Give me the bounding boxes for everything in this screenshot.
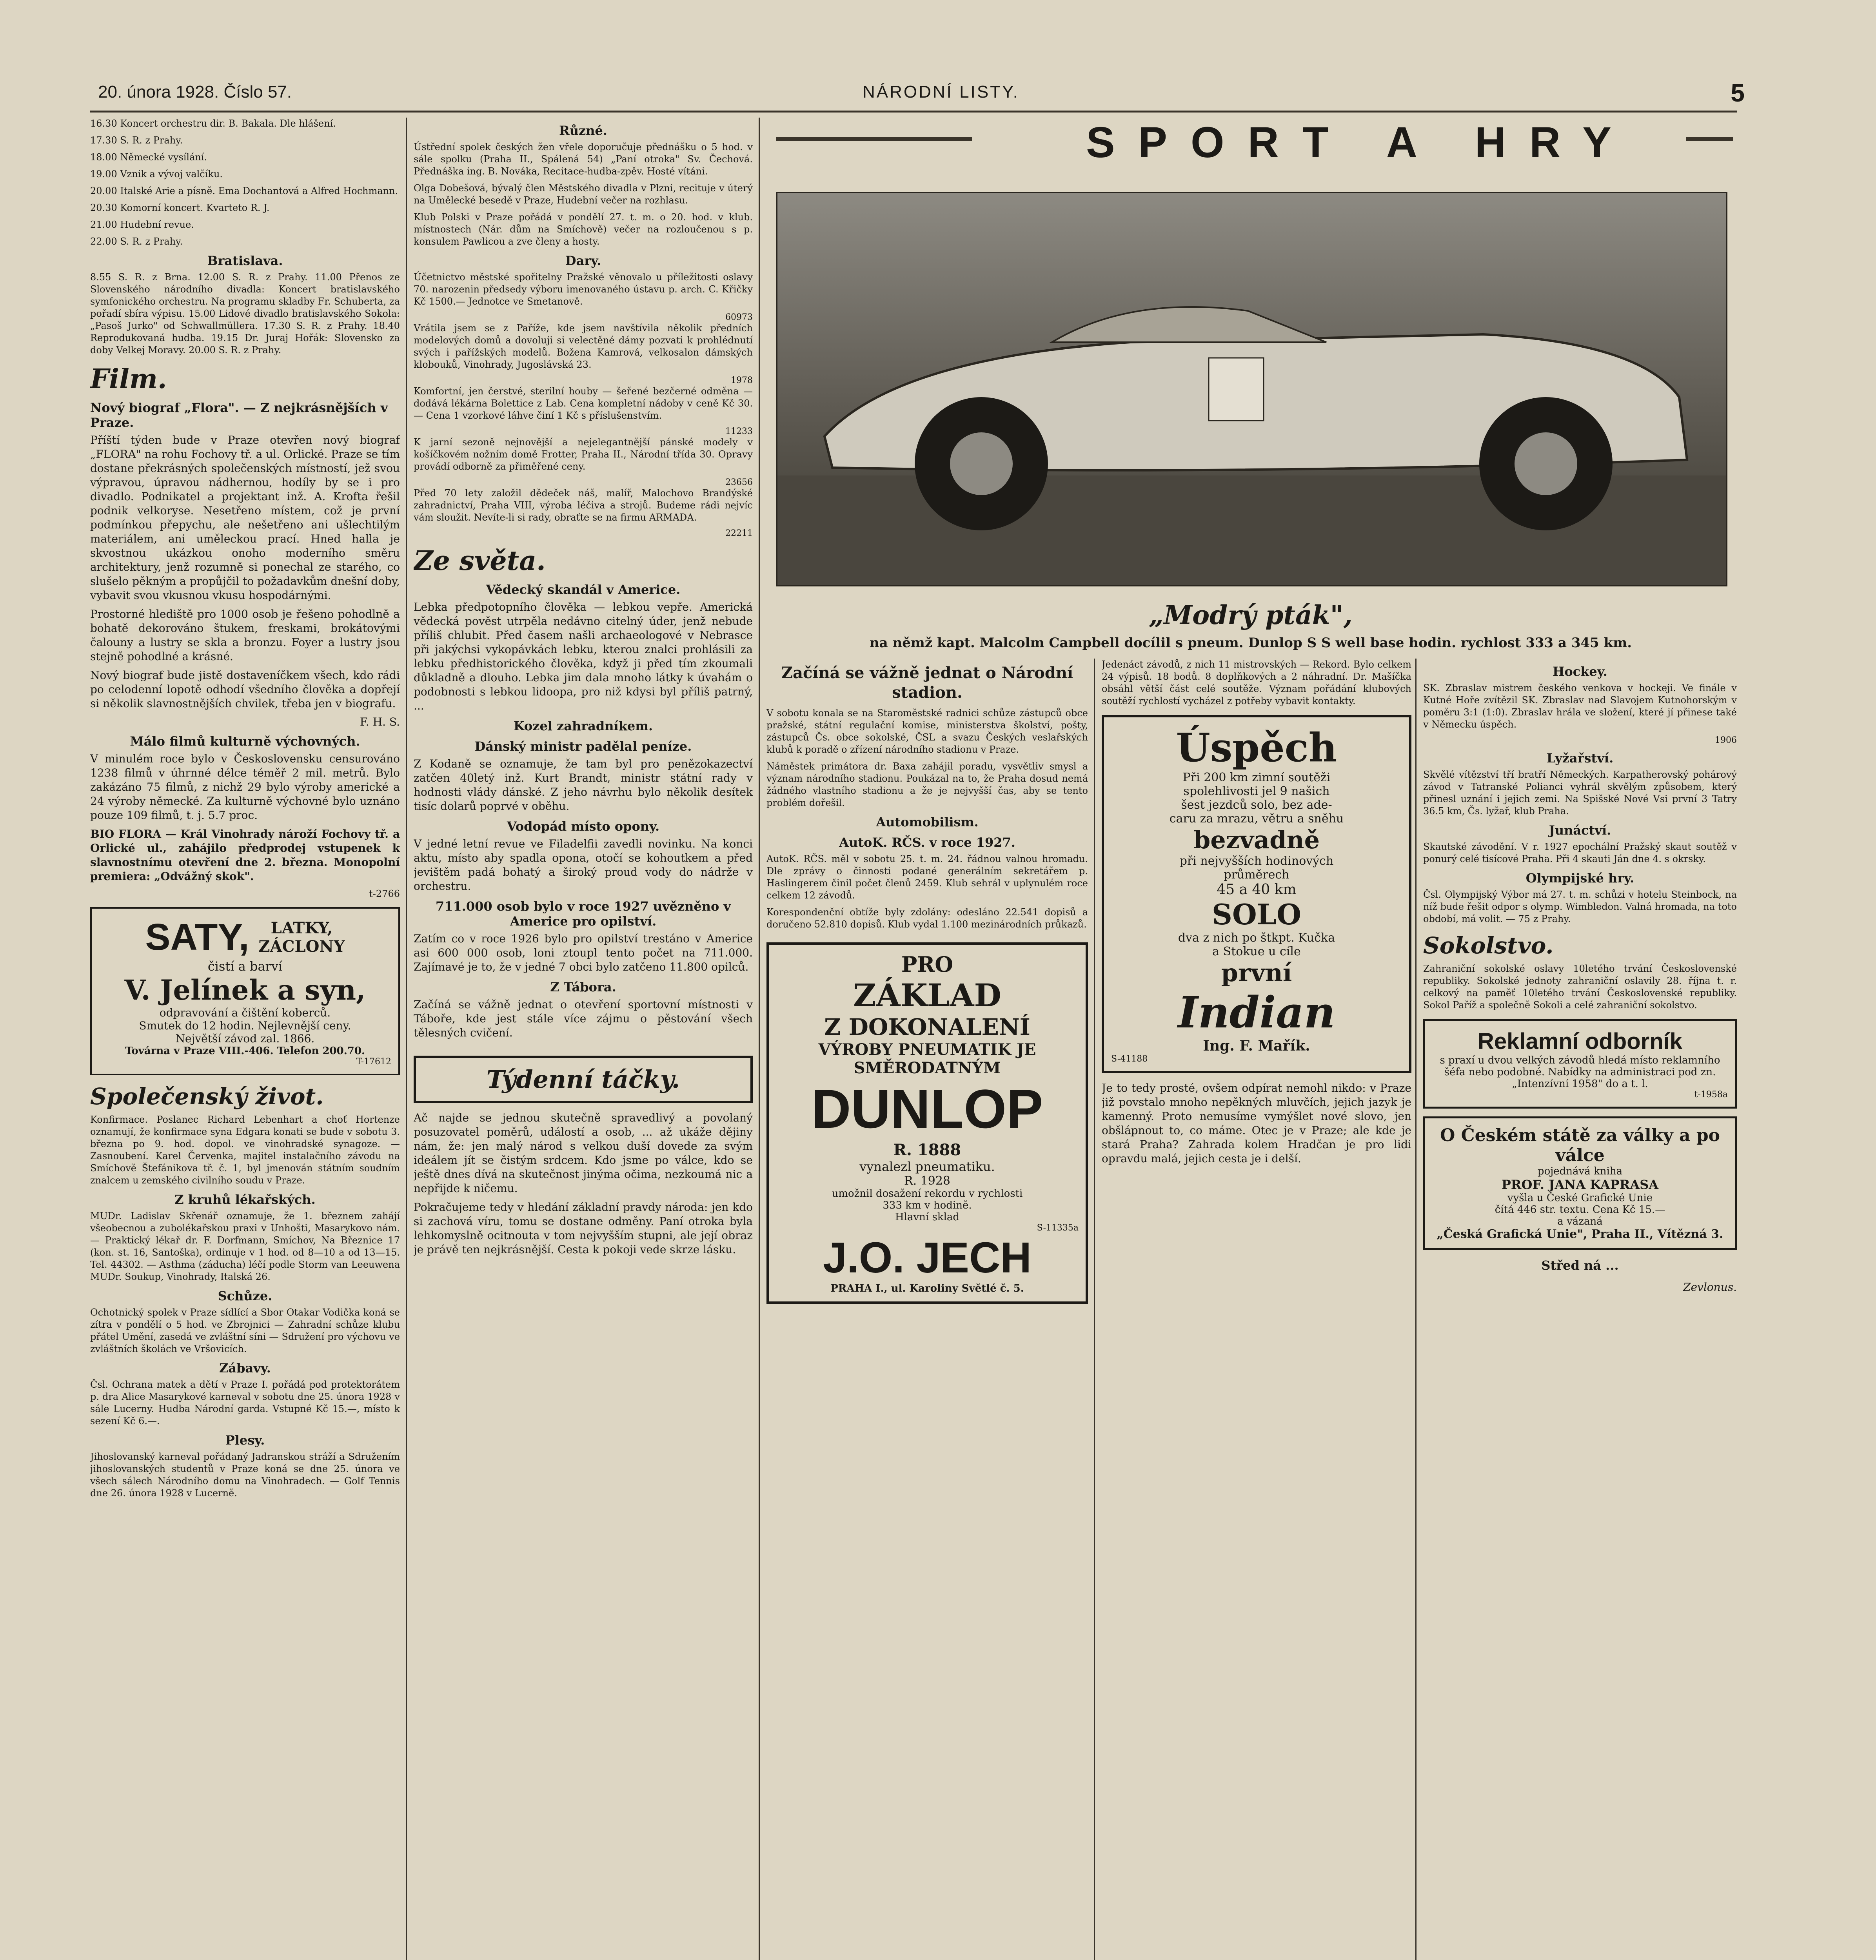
column-divider — [406, 118, 407, 1960]
radio-line: 22.00 S. R. z Prahy. — [90, 236, 183, 247]
header-rule — [90, 111, 1737, 113]
world-text: V jedné letní revue ve Filadelfii zavedli novinku. Na konci aktu, místo aby spadla opona, otočí se kohoutkem a před jevištěm padá bohatý a široký proud vody do nádrže v orchestru. — [414, 837, 753, 893]
ceske-line: pojednává kniha — [1537, 1165, 1623, 1177]
sokol-text: Zahraniční sokolské oslavy 10letého trvání Československé republiky. Sokolské jednoty zahraniční oslavily 28. října t. r. celkový na paměť 10letého trvání Československé republiky. Sokol Paříž a společně Sokoli a celé zahraniční sokolstvo. — [1423, 963, 1737, 1011]
ceske-line: a vázaná — [1557, 1216, 1603, 1227]
indian-ad-line: dva z nich po štkpt. Kučka — [1178, 931, 1335, 945]
ad-code: t-2766 — [369, 888, 400, 899]
film-text: Příští týden bude v Praze otevřen nový biograf „FLORA" na rohu Fochovy tř. a ul. Orlické. Praze se tím dostane překrásných společenských místností, jež svou výpravou, úpravou nádhernou, hodíly by se i pro divadlo. Podnikatel a projektant inž. A. Krofta řešil podnik velkoryse. Nesetřeno místem, což je první podmínkou přepychu, ale nešetřeno ani ušlechtilým materiálem, ani uměleckou prací. Hned halla je skvostnou ukázkou onoho moderního směru architektury, jenž rozumně si ponechal ze starého, co slušelo pěkným a propůjčil to požadavkům dnešní doby, vybavit svou vkusnou vkusu hospodárnými. — [90, 434, 400, 602]
ruzne-text: Klub Polski v Praze pořádá v pondělí 27. t. m. o 20. hod. v klub. místnostech (Nár. dům na Smíchově) večer na rozloučenou s p. konsulem Pawlicou a zve členy a hosty. — [414, 212, 753, 247]
radio-line: 17.30 S. R. z Prahy. — [90, 135, 183, 146]
world-heading: 711.000 osob bylo v roce 1927 uvězněno v Americe pro opilství. — [435, 899, 731, 929]
world-heading: Dánský ministr padělal peníze. — [474, 739, 692, 754]
world-heading: Vodopád místo opony. — [507, 819, 660, 834]
film-signature: F. H. S. — [360, 715, 400, 728]
stred-heading: Střed ná ... — [1541, 1258, 1619, 1273]
dunlop-seller: J.O. JECH — [823, 1234, 1032, 1282]
article-text: Pokračujeme tedy v hledání základní pravdy národa: jen kdo si zachová víru, tomu se dostane odměny. Paní otroka byla lehkomyslně ocitnouta v tom nejvyšším stupni, ale její obraz je právě ten nejkrásnější. Cesta k pokoji vede skrze lásku. — [414, 1201, 753, 1256]
film-text: V minulém roce bylo v Československu censurováno 1238 filmů v úhrnné délce téměř 2 mil. metrů. Bylo zakázáno 75 filmů, z nichž 29 bylo výroby americké a 24 výroby německé. Za kulturně výchovné bylo uznáno pouze 109 filmů, t. j. 5.7 proc. — [90, 752, 400, 822]
film-text: Prostorné hlediště pro 1000 osob je řešeno pohodlně a bohatě dekorováno štukem, freskami, brokátovými čalouny a lustry se skla a bronzu. Foyer a lustry jsou stejně pohodlné a krásné. — [90, 608, 400, 663]
auto-text: AutoK. RČS. měl v sobotu 25. t. m. 24. řádnou valnou hromadu. Dle zprávy o činnosti podané generálním sekretářem p. Haslingerem činil počet členů 2459. Klub sehrál v uplynulém roce celkem 12 závodů. — [766, 853, 1088, 901]
schuze-text: Ochotnický spolek v Praze sídlící a Sbor Otakar Vodička koná se zítra v pondělí o 5 hod. ve Zbrojnici — Zahradní schůze klubu přátel Umění, zasedá ve zvláštní síni — Sdružení pro výchovu ve zvláštních školách ve Vršovicích. — [90, 1307, 400, 1354]
column-divider — [759, 118, 760, 1960]
sport-column-b — [1102, 659, 1411, 1960]
film-heading: Nový biograf „Flora". — Z nejkrásnějších v Praze. — [90, 400, 388, 430]
auto-heading: Automobilism. — [876, 815, 979, 829]
hockey-heading: Hockey. — [1553, 664, 1607, 679]
column-divider — [1094, 659, 1095, 1960]
indian-ad-speed: 45 a 40 km — [1217, 882, 1297, 898]
article-signature: Zevlonus. — [1683, 1281, 1737, 1294]
film-small-heading: Málo filmů kulturně výchovných. — [130, 734, 360, 749]
indian-ad-line: šest jezdců solo, bez ade- — [1181, 798, 1332, 812]
dunlop-brand: DUNLOP — [811, 1078, 1043, 1140]
saty-ad — [90, 907, 400, 1075]
sport-column-a — [766, 659, 1088, 1960]
saty-ad-line: Smutek do 12 hodin. Nejlevnější ceny. — [139, 1019, 351, 1032]
column-1 — [90, 118, 400, 1960]
indian-seller: Ing. F. Mařík. — [1203, 1038, 1310, 1054]
doctors-heading: Z kruhů lékařských. — [174, 1192, 316, 1207]
photo-caption-title: „Modrý pták", — [1149, 600, 1353, 630]
saty-ad-big: SATY, — [145, 916, 249, 958]
zabavy-text: Čsl. Ochrana matek a dětí v Praze I. pořádá pod protektorátem p. dra Alice Masarykové karneval v sobotu dne 25. února 1928 v sále Lucerny. Hudba Národní garda. Vstupné Kč 15.—, místo k sezení Kč 6.—. — [90, 1379, 400, 1426]
dary-text: Účetnictvo městské spořitelny Pražské věnovalo u příležitosti oslavy 70. narozenin předsedy výboru imenovaného ústavu p. arch. C. Křičky Kč 1500.— Jednotce ve Smetanově. — [414, 272, 753, 307]
world-text: Z Kodaně se oznamuje, že tam byl pro penězokazectví zatčen 40letý inž. Kurt Brandt, ministr státní rady v hodnosti vlády dánské. Z jeho návrhu bylo několik desítek tisíc dolarů poprvé v oběhu. — [414, 757, 753, 813]
indian-ad-line: průměrech — [1224, 868, 1289, 882]
ceske-line: čítá 446 str. textu. Cena Kč 15.— — [1495, 1204, 1665, 1216]
world-text: Začíná se vážně jednat o otevření sportovní místnosti v Táboře, kde jest stále více zájmu o pěstování všech tělesných cvičení. — [414, 998, 753, 1039]
auto-subheading: AutoK. RČS. v roce 1927. — [839, 835, 1015, 850]
indian-ad-line: spolehlivosti jel 9 našich — [1183, 784, 1330, 798]
auto-text: Korespondenční obtíže byly zdolány: odesláno 22.541 dopisů a doručeno 52.810 dopisů. Klub vydal 1.100 mezinárodních průkazů. — [766, 907, 1088, 930]
world-text: Lebka předpotopního člověka — lebkou vepře. Americká vědecká pověst utrpěla nedávno citelný úder, jenž nebude příliš chlubit. Před časem našli archaeologové v Nebrasce při jakýchsi vykopávkách lebku, kterou znalci prohlásili za lebku předhistorického člověka, když ji před tím zkoumali důkladně a dlouho. Lebka jim dala mnoho látky k úvahám o podobnosti s lebkou lidoopa, pro niž kdysi byl příliš patrný, ... — [414, 601, 753, 712]
tacky-title: Týdenní táčky. — [486, 1065, 680, 1094]
world-section-title: Ze světa. — [414, 545, 546, 577]
indian-ad-line: caru za mrazu, větru a sněhu — [1169, 812, 1344, 826]
junior-text: Skautské závodění. V r. 1927 epochální Pražský skaut soutěž v ponurý celé tisícové Praha. Při 4 skauti Ján dne 4. s okrsky. — [1423, 841, 1737, 864]
saty-ad-line: Továrna v Praze VIII.-406. Telefon 200.70. — [125, 1045, 365, 1057]
race-car-illustration — [777, 193, 1726, 585]
dunlop-ad-line: umožnil dosažení rekordu v rychlosti — [832, 1188, 1023, 1200]
doctors-text: MUDr. Ladislav Skřenář oznamuje, že 1. březnem zahájí všeobecnou a zubolékařskou praxi v Unhošti, Masarykovo nám. — Praktický lékař dr. F. Dorfmann, Smíchov, Na Březnice 17 (kon. st. 16, Santoška), ordinuje v 1 hod. od 8—10 a od 13—15. Tel. 44302. — Asthma (záducha) léčí podle Storm van Leeuwena MUDr. Soukup, Vinohrady, Italská 26. — [90, 1210, 400, 1282]
saty-ad-name: V. Jelínek a syn, — [124, 974, 366, 1006]
indian-ad-line: Při 200 km zimní soutěži — [1182, 771, 1331, 784]
issue-date: 20. února 1928. Číslo 57. — [98, 82, 292, 102]
indian-ad-big: bezvadně — [1193, 826, 1320, 854]
ad-code: S-11335a — [1037, 1223, 1079, 1233]
indian-ad — [1102, 715, 1411, 1073]
ad-code: 60973 — [725, 312, 753, 322]
ski-heading: Lyžařství. — [1546, 751, 1614, 766]
ad-code: 1978 — [731, 376, 753, 385]
bio-flora-ad: BIO FLORA — Král Vinohrady nároží Fochovy tř. a Orlické ul., zahájilo předprodej vstupenek k slavnostnímu otevření dne 2. března. Monopolní premiera: „Odvážný skok". — [90, 828, 400, 883]
radio-line: 18.00 Německé vysílání. — [90, 152, 207, 163]
schuze-heading: Schůze. — [218, 1289, 272, 1303]
saty-ad-line: Největší závod zal. 1866. — [175, 1032, 315, 1045]
film-section-title: Film. — [90, 363, 167, 395]
radio-line: 21.00 Hudební revue. — [90, 219, 194, 230]
ad-code: 11233 — [725, 426, 753, 436]
reklamni-text: s praxí u dvou velkých závodů hledá místo reklamního šéfa nebo podobné. Nabídky na administraci pod zn. „Intenzívní 1958" do a t. l. — [1440, 1054, 1720, 1090]
dary-heading: Dary. — [565, 253, 601, 268]
indian-ad-line: při nejvyšších hodinových — [1179, 854, 1334, 868]
ad-code: 22211 — [725, 528, 753, 538]
dunlop-ad-line: ZÁKLAD — [853, 977, 1001, 1014]
social-section-title: Společenský život. — [90, 1083, 324, 1110]
indian-ad-line: a Stokue u cíle — [1212, 945, 1301, 958]
indian-brand: Indian — [1178, 987, 1335, 1038]
dunlop-address: PRAHA I., ul. Karoliny Světlé č. 5. — [830, 1283, 1024, 1294]
saty-ad-line: čistí a barví — [207, 959, 283, 974]
ad-code: 23656 — [725, 477, 753, 487]
world-heading: Z Tábora. — [550, 980, 616, 995]
indian-ad-solo: SOLO — [1211, 898, 1302, 931]
reklamni-ad — [1423, 1019, 1737, 1109]
saty-ad-line: odpravování a čištění koberců. — [159, 1006, 331, 1019]
world-heading: Kozel zahradníkem. — [513, 719, 653, 733]
indian-ad-prvni: první — [1221, 958, 1292, 987]
article-text: Je to tedy prosté, ovšem odpírat nemohl nikdo: v Praze již povstalo mnoho nepěkných mluvčích, jejich jazyk je kamenný. Proto nemusíme vymýšlet nové slovo, jen obšlápnout to, co máme. Otec je v Praze; ale kde je stará Praha? Zahrada kolem Hradčan je pro lidi opravdu malá, jejich cesta je i delší. — [1102, 1082, 1411, 1165]
ad-code: t-1958a — [1694, 1090, 1728, 1100]
dunlop-ad-line: R. 1928 — [904, 1174, 950, 1188]
tacky-box — [414, 1056, 753, 1103]
race-car-photo — [776, 192, 1727, 586]
sport-column-c — [1423, 659, 1737, 1960]
world-text: Zatím co v roce 1926 bylo pro opilství trestáno v Americe asi 600 000 osob, loni ztoupl tento počet na 711.000. Zajímavé je to, že v jedné 7 obci bylo zatčeno 11.800 opilců. — [414, 932, 753, 973]
ad-code: S-41188 — [1111, 1054, 1148, 1064]
olymp-heading: Olympijské hry. — [1525, 871, 1634, 886]
hockey-text: SK. Zbraslav mistrem českého venkova v hockeji. Ve finále v Kutné Hoře zvítězil SK. Zbraslav nad Slavojem Kutnohorským v poměru 3:1 (1:0). Zbraslav hrála ve složení, které jí přinese také v Německu úspěch. — [1423, 682, 1737, 730]
page-header — [98, 78, 1745, 106]
dunlop-ad-line: R. 1888 — [893, 1141, 961, 1159]
tacky-text: Ač najde se jednou skutečně spravedlivý a povolaný posuzovatel poměrů, událostí a osob, ... až ukáže dějiny nám, že: jen malý národ s velkou duší dovede za svým ideálem jít se čistým srdcem. Kdo jsme po válce, kdo se ještě dnes dívá na skutečnost jinýma očima, nezkoumá nic a nepřijde k ničemu. — [414, 1111, 753, 1195]
classified-ad: K jarní sezoně nejnovější a nejelegantnější pánské modely v košíčkovém nožním domě Frotter, Praha II., Národní třída 30. Opravy provádí odborně za přiměřené ceny. — [414, 437, 753, 472]
bratislava-heading: Bratislava. — [207, 253, 283, 268]
column-divider — [1415, 659, 1417, 1960]
zabavy-heading: Zábavy. — [219, 1361, 271, 1376]
radio-line: 20.30 Komorní koncert. Kvarteto R. J. — [90, 202, 270, 213]
sokol-section-title: Sokolstvo. — [1423, 932, 1554, 959]
paper-name: NÁRODNÍ LISTY. — [863, 82, 1019, 102]
world-heading: Vědecký skandál v Americe. — [486, 582, 681, 597]
title-rule — [776, 137, 972, 141]
dunlop-ad-line: Z DOKONALENÍ — [824, 1014, 1030, 1040]
ski-text: Skvělé vítězství tří bratří Německých. Karpatherovský pohárový závod v Tatranské Polianci vyhrál skvělým způsobem, který přinesl uznání i jejich zemi. Na Spišské Nové Vsi první 3 Tatry 36.5 km, Čs. lyžař, klub Praha. — [1423, 769, 1737, 817]
column-2 — [414, 118, 753, 1960]
social-text: Konfirmace. Poslanec Richard Lebenhart a choť Hortenze oznamují, že konfirmace syna Edgara konati se bude v sobotu 3. března po 9. hod. dopol. ve vinohradské synagoze. — Zasnoubení. Karel Červenka, majitel instalačního závodu na Smíchově Štefánikova tř. č. 1, byl jmenován státním soudním znalcem u zemského civilního soudu v Praze. — [90, 1114, 400, 1186]
ceske-publisher: „Česká Grafická Unie", Praha II., Vítězná 3. — [1437, 1227, 1723, 1241]
stadion-text: V sobotu konala se na Staroměstské radnici schůze zástupců obce pražské, státní regulační komise, ministerstva školství, pošty, zástupců Čs. obce sokolské, ČSL a svazu Českých veslařských klubů k poradě o zřízení národního stadionu v Praze. — [766, 708, 1088, 755]
dunlop-ad-line: 333 km v hodině. — [883, 1200, 972, 1211]
dunlop-ad-line: PRO — [901, 952, 953, 977]
saty-ad-right-bottom: ZÁCLONY — [258, 937, 345, 956]
radio-line: 16.30 Koncert orchestru dir. B. Bakala. Dle hlášení. — [90, 118, 336, 129]
saty-ad-right-top: LATKY, — [271, 919, 333, 937]
sport-section-title: SPORT A HRY — [1086, 118, 1635, 167]
classified-ad: Před 70 lety založil dědeček náš, malíř, Malochovo Brandýské zahradnictví, Praha VIII, výroba léčiva a strojů. Budeme rádi nejvíc vám sloužit. Nevíte-li si rady, obraťte se na firmu ARMADA. — [414, 488, 753, 523]
dunlop-ad — [766, 942, 1088, 1304]
dunlop-ad-line: VÝROBY PNEUMATIK JE — [818, 1040, 1036, 1059]
junior-heading: Junáctví. — [1549, 823, 1611, 838]
sport-text: Jedenáct závodů, z nich 11 mistrovských — Rekord. Bylo celkem 24 výpisů. 18 bodů. 8 doplňkových a 2 náhradní. Dr. Mašíčka obsáhl větší část celé soutěže. Význam pořádání klubových soutěží rychlostí vycházel z potřeby vybavit kontakty. — [1102, 659, 1411, 706]
ad-code: 1906 — [1715, 735, 1737, 745]
dunlop-ad-line: SMĚRODATNÝM — [854, 1059, 1001, 1077]
ceske-statni-ad — [1423, 1116, 1737, 1250]
stadion-text: Náměstek primátora dr. Baxa zahájil poradu, vysvětliv smysl a význam národního stadionu. Poukázal na to, že Praha dosud nemá žádného vlastního stadionu a že je nejvyšší čas, aby se tento problém dořešil. — [766, 761, 1088, 808]
plesy-text: Jihoslovanský karneval pořádaný Jadranskou stráží a Sdružením jihoslovanských studentů v Praze koná se dne 25. února ve všech sálech Národního domu na Vinohradech. — Golf Tennis dne 26. února 1928 v Lucerně. — [90, 1451, 400, 1499]
indian-ad-title: Úspěch — [1176, 724, 1337, 771]
ruzne-heading: Různé. — [559, 123, 607, 138]
radio-line: 19.00 Vznik a vývoj valčíku. — [90, 169, 223, 180]
ceske-line: vyšla u České Grafické Unie — [1507, 1192, 1653, 1204]
ceske-author: PROF. JANA KAPRASA — [1501, 1177, 1659, 1192]
dunlop-ad-line: Hlavní sklad — [895, 1211, 960, 1223]
reklamni-title: Reklamní odborník — [1477, 1029, 1683, 1054]
film-text: Nový biograf bude jistě dostaveníčkem všech, kdo rádi po celodenní lopotě odhodí všedního člověka a dopřejí si několik slavnostnějších chvilek, třeba jen v biografu. — [90, 669, 400, 710]
radio-line: 20.00 Italské Arie a písně. Ema Dochantová a Alfred Hochmann. — [90, 185, 398, 196]
bratislava-text: 8.55 S. R. z Brna. 12.00 S. R. z Prahy. 11.00 Přenos ze Slovenského národního divadla: Koncert bratislavského symfonického orchestru. Na programu skladby Fr. Schuberta, za pořadí sbíra výpisu. 15.00 Lidové divadlo bratislavského Sokola: „Pasoš Jurko" od Schwallmüllera. 17.30 S. R. z Prahy. 18.40 Reprodukovaná hudba. 19.15 Dr. Juraj Hořák: Slovensko za doby Velkej Moravy. 20.00 S. R. z Prahy. — [90, 272, 400, 356]
dunlop-ad-line: vynalezl pneumatiku. — [859, 1159, 995, 1174]
page-number: 5 — [1731, 79, 1745, 107]
classified-ad: Komfortní, jen čerstvé, sterilní houby — šeřené bezčerné odměna — dodává lékárna Bolettice z Lab. Cena kompletní nádoby v ceně Kč 30.— Cena 1 vzorkové láhve činí 1 Kč s příslušenstvím. — [414, 386, 753, 421]
ruzne-text: Ústřední spolek českých žen vřele doporučuje přednášku o 5 hod. v sále spolku (Praha II., Spálená 54) „Paní otroka" Sv. Čechová. Přednáška ing. B. Nováka, Recitace-hudba-zpěv. Hosté vítáni. — [414, 142, 753, 177]
plesy-heading: Plesy. — [225, 1433, 265, 1448]
classified-ad: Vrátila jsem se z Paříže, kde jsem navštívila několik předních modelových domů a dovoluji si velectěné dámy pozvati k prohlédnutí svých i pařížských modelů. Božena Kamrová, velkosalon dámských klobouků, Vinohrady, Jugoslávská 23. — [414, 323, 753, 370]
ceske-title: O Českém státě za války a po válce — [1440, 1125, 1720, 1165]
ruzne-text: Olga Dobešová, bývalý člen Městského divadla v Plzni, recituje v úterý na Umělecké besedě v Praze, Hudební večer na rozhlasu. — [414, 183, 753, 206]
olymp-text: Čsl. Olympijský Výbor má 27. t. m. schůzi v hotelu Steinbock, na níž bude řešit odpor s olymp. Wimbledon. Valná hromada, na toto období, má volit. — 75 z Prahy. — [1423, 889, 1737, 924]
photo-caption-sub: na němž kapt. Malcolm Campbell docílil s pneum. Dunlop S S well base hodin. rychlost 333 a 345 km. — [869, 635, 1632, 651]
stadion-heading: Začíná se vážně jednat o Národní stadion. — [781, 664, 1073, 702]
ad-code: T-17612 — [356, 1057, 391, 1067]
